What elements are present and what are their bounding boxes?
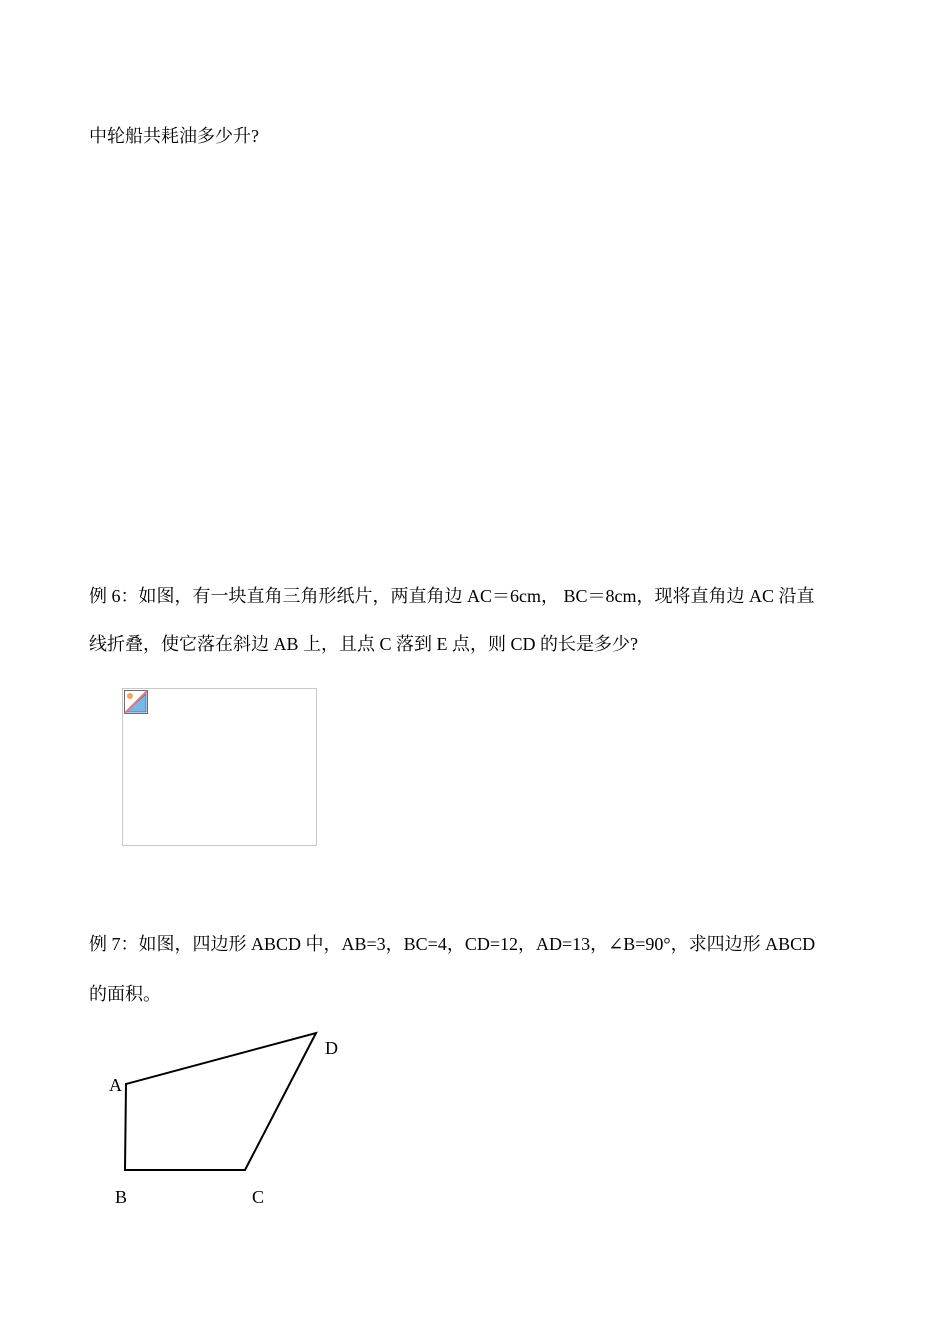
example-7-text-line-2: 的面积。 — [89, 984, 161, 1004]
example-6-text-line-2: 线折叠，使它落在斜边 AB 上，且点 C 落到 E 点，则 CD 的长是多少? — [89, 634, 638, 654]
vertex-label-d: D — [325, 1038, 338, 1058]
quadrilateral-abcd-figure — [100, 1025, 360, 1215]
broken-image-icon — [124, 690, 148, 714]
vertex-label-c: C — [252, 1187, 265, 1207]
example-6-text-line-1: 例 6：如图，有一块直角三角形纸片，两直角边 AC＝6cm， BC＝8cm，现将直角边 AC 沿直 — [89, 586, 815, 606]
problem-continuation-text: 中轮船共耗油多少升? — [89, 126, 259, 146]
quadrilateral-abcd-outline — [125, 1033, 316, 1170]
vertex-label-a: A — [109, 1075, 122, 1095]
vertex-label-b: B — [115, 1187, 128, 1207]
example-6-figure-placeholder — [122, 688, 317, 846]
example-7-text-line-1: 例 7：如图，四边形 ABCD 中，AB=3，BC=4，CD=12，AD=13，∠B=90°，求四边形 ABCD — [89, 934, 816, 954]
